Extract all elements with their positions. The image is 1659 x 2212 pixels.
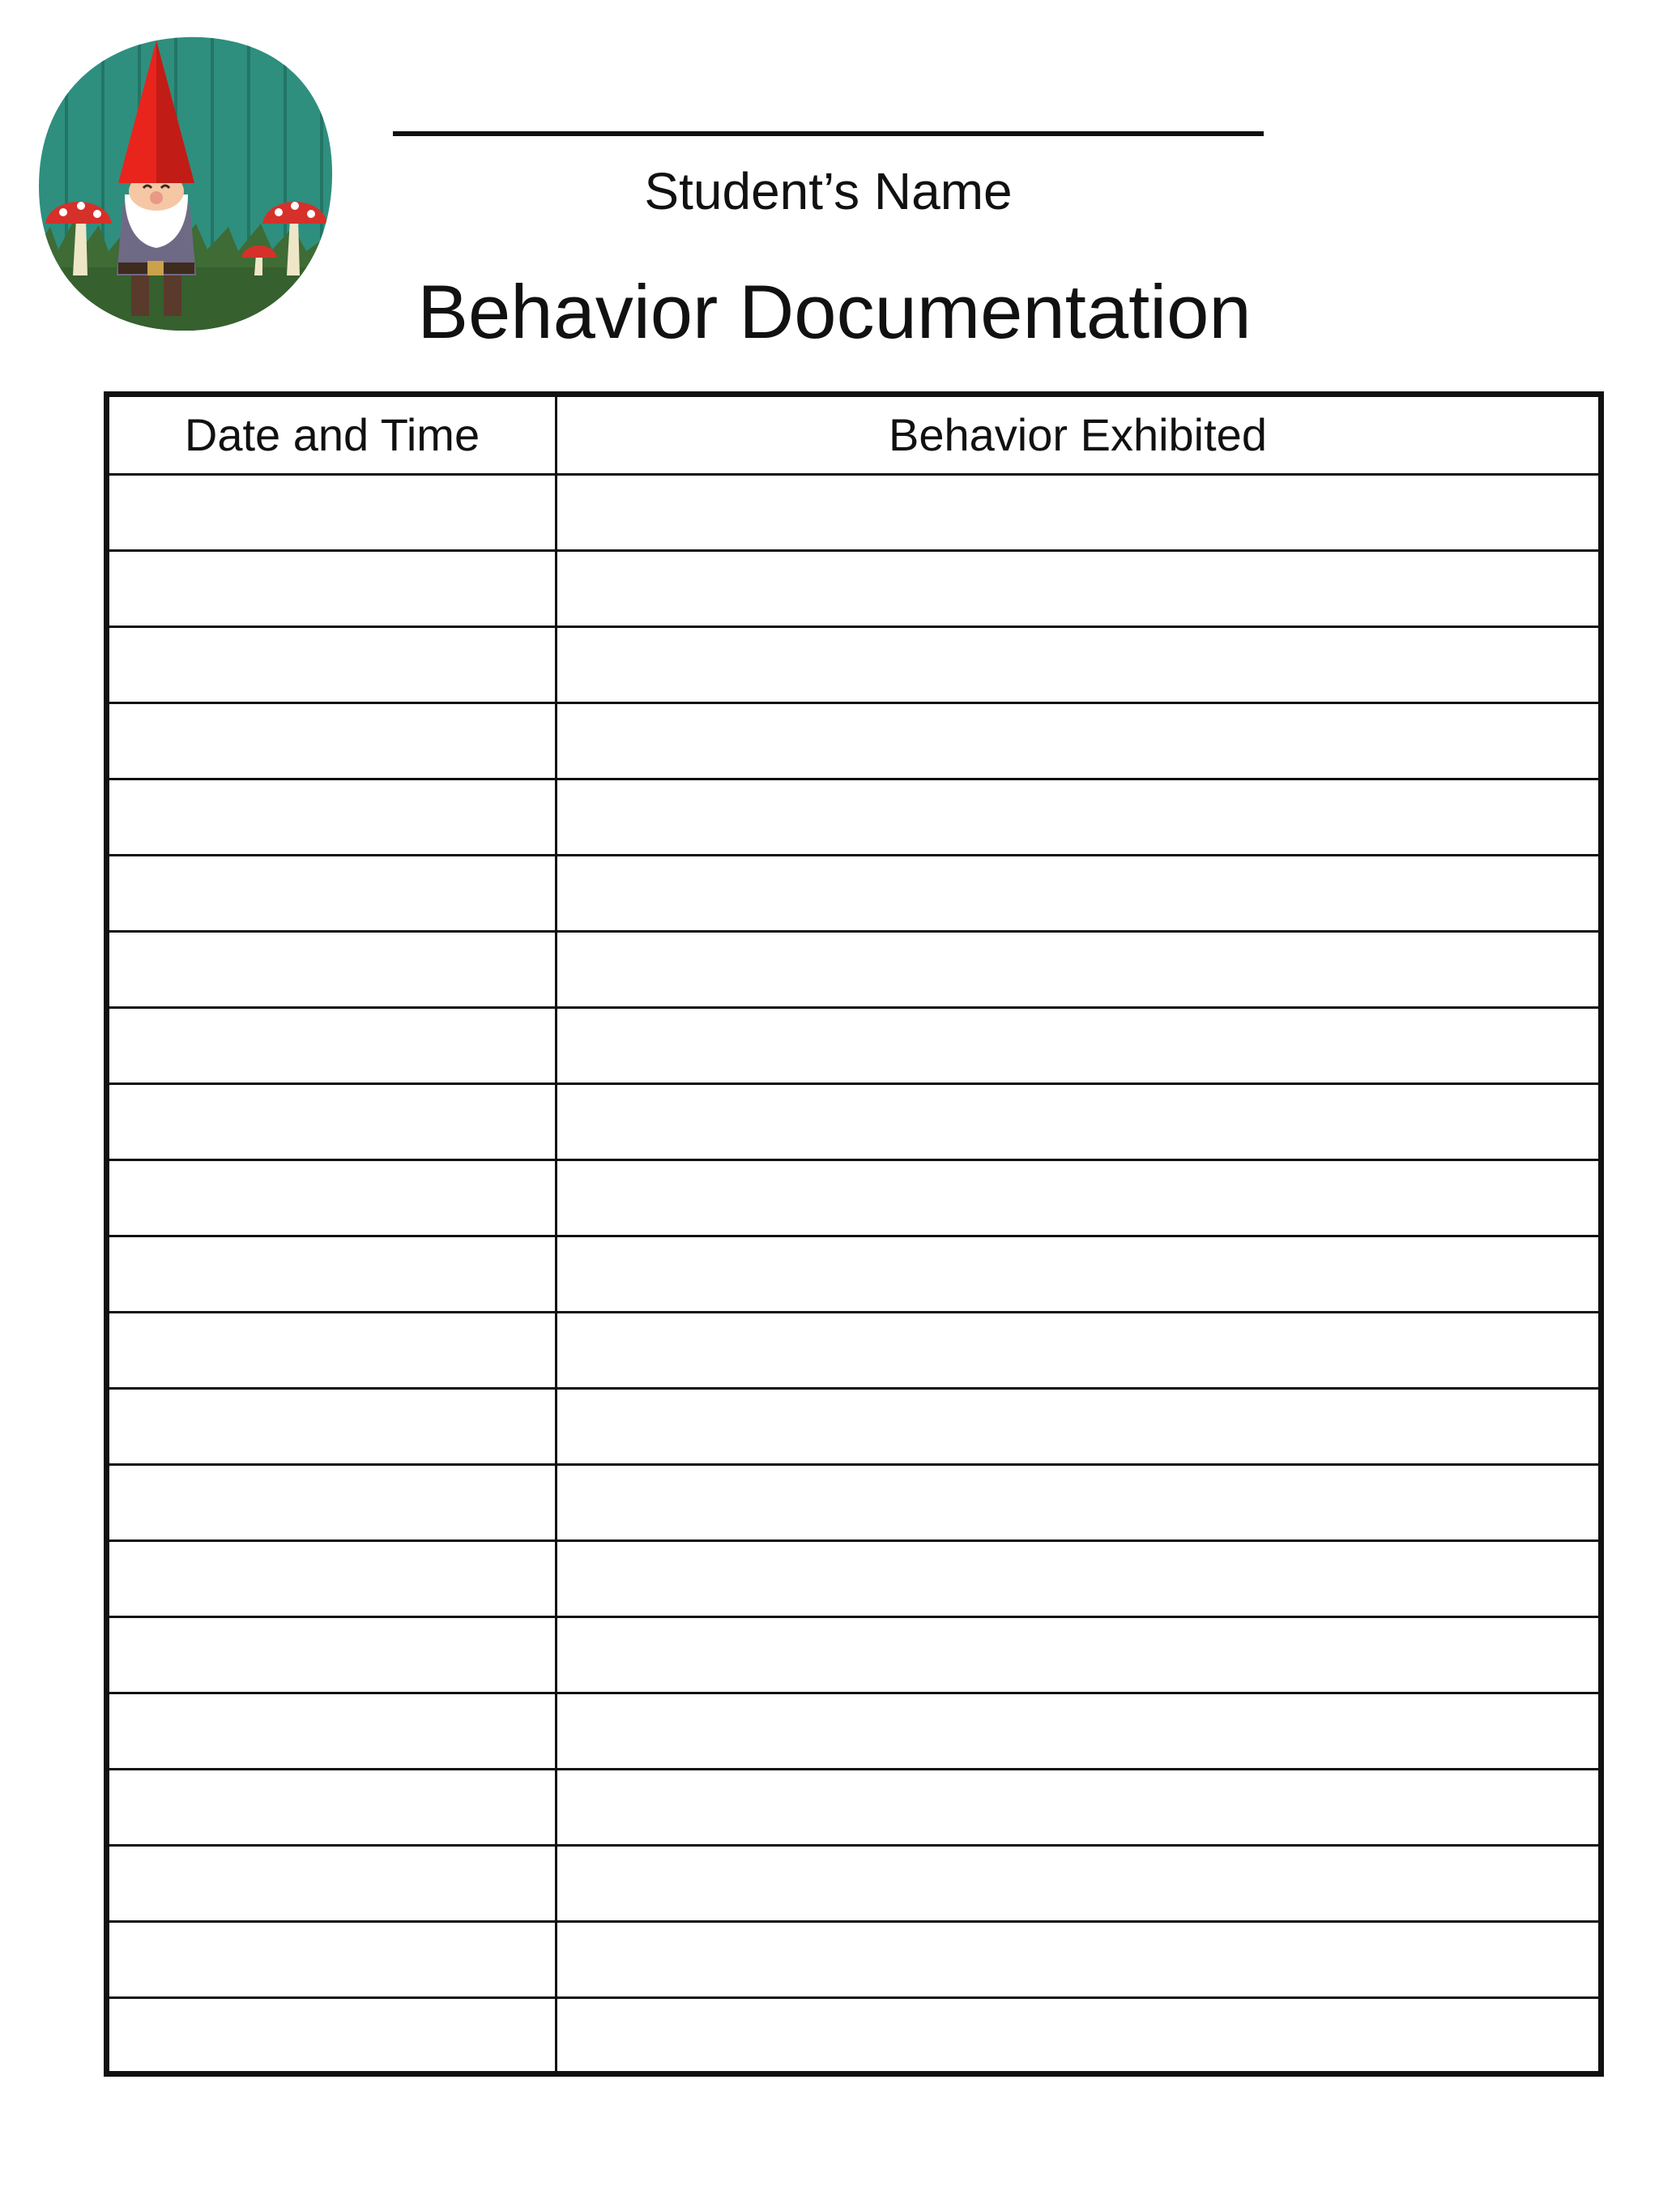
table-row	[107, 551, 1601, 627]
table-row	[107, 1617, 1601, 1693]
date-time-cell[interactable]	[107, 627, 557, 703]
behavior-cell[interactable]	[557, 1693, 1601, 1770]
table-row	[107, 1160, 1601, 1236]
table-row	[107, 1998, 1601, 2074]
table-row	[107, 1465, 1601, 1541]
table-row	[107, 1770, 1601, 1846]
table-row	[107, 1389, 1601, 1465]
student-name-label: Student’s Name	[644, 162, 1013, 220]
table-row	[107, 1236, 1601, 1313]
date-time-cell[interactable]	[107, 1541, 557, 1617]
date-time-cell[interactable]	[107, 1084, 557, 1160]
table-row	[107, 779, 1601, 856]
table-row	[107, 1313, 1601, 1389]
behavior-cell[interactable]	[557, 1389, 1601, 1465]
date-time-cell[interactable]	[107, 703, 557, 779]
page-title: Behavior Documentation	[417, 269, 1252, 354]
date-time-cell[interactable]	[107, 475, 557, 551]
student-name-line[interactable]	[393, 131, 1264, 136]
date-time-cell[interactable]	[107, 856, 557, 932]
behavior-cell[interactable]	[557, 1084, 1601, 1160]
date-time-cell[interactable]	[107, 1236, 557, 1313]
table-row	[107, 1693, 1601, 1770]
behavior-cell[interactable]	[557, 1236, 1601, 1313]
behavior-cell[interactable]	[557, 1617, 1601, 1693]
behavior-cell[interactable]	[557, 1998, 1601, 2074]
behavior-cell[interactable]	[557, 1770, 1601, 1846]
table-row	[107, 1084, 1601, 1160]
behavior-log-table	[104, 391, 1604, 2077]
table-row	[107, 932, 1601, 1008]
column-header-behavior: Behavior Exhibited	[557, 395, 1601, 475]
behavior-cell[interactable]	[557, 551, 1601, 627]
date-time-cell[interactable]	[107, 1008, 557, 1084]
table-row	[107, 1922, 1601, 1998]
date-time-cell[interactable]	[107, 1313, 557, 1389]
behavior-cell[interactable]	[557, 1846, 1601, 1922]
date-time-cell[interactable]	[107, 1389, 557, 1465]
date-time-cell[interactable]	[107, 1922, 557, 1998]
behavior-cell[interactable]	[557, 1465, 1601, 1541]
table-row	[107, 1846, 1601, 1922]
date-time-cell[interactable]	[107, 779, 557, 856]
gnome-logo	[34, 32, 335, 334]
behavior-cell[interactable]	[557, 475, 1601, 551]
date-time-cell[interactable]	[107, 551, 557, 627]
behavior-cell[interactable]	[557, 932, 1601, 1008]
behavior-cell[interactable]	[557, 627, 1601, 703]
behavior-cell[interactable]	[557, 1160, 1601, 1236]
date-time-cell[interactable]	[107, 1998, 557, 2074]
date-time-cell[interactable]	[107, 1770, 557, 1846]
table-row	[107, 1541, 1601, 1617]
behavior-cell[interactable]	[557, 856, 1601, 932]
behavior-cell[interactable]	[557, 779, 1601, 856]
date-time-cell[interactable]	[107, 1617, 557, 1693]
table-row	[107, 475, 1601, 551]
behavior-cell[interactable]	[557, 1541, 1601, 1617]
date-time-cell[interactable]	[107, 1160, 557, 1236]
date-time-cell[interactable]	[107, 1465, 557, 1541]
table-body	[107, 475, 1601, 2074]
column-header-date-time: Date and Time	[107, 395, 557, 475]
behavior-cell[interactable]	[557, 1008, 1601, 1084]
behavior-cell[interactable]	[557, 703, 1601, 779]
date-time-cell[interactable]	[107, 932, 557, 1008]
table-row	[107, 1008, 1601, 1084]
table-row	[107, 627, 1601, 703]
table-row	[107, 856, 1601, 932]
behavior-cell[interactable]	[557, 1313, 1601, 1389]
date-time-cell[interactable]	[107, 1693, 557, 1770]
table-row	[107, 703, 1601, 779]
table-header-row	[107, 395, 1601, 475]
date-time-cell[interactable]	[107, 1846, 557, 1922]
behavior-cell[interactable]	[557, 1922, 1601, 1998]
